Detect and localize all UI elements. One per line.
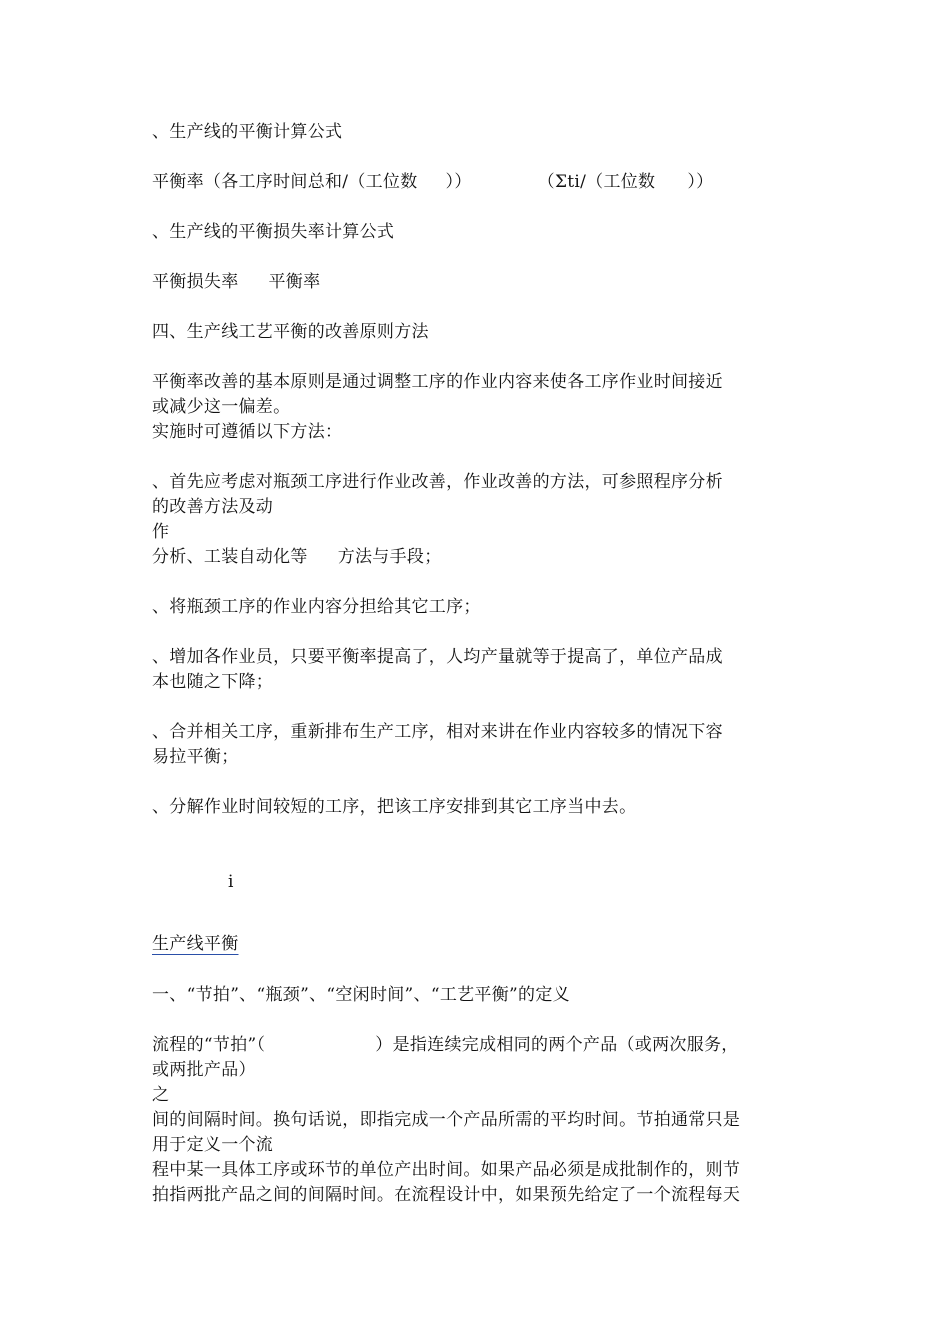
- definition-line-4: 间的间隔时间。换句话说，即指完成一个产品所需的平均时间。节拍通常只是: [152, 1110, 741, 1130]
- heading-loss-formula: 、生产线的平衡损失率计算公式: [152, 222, 395, 242]
- balance-rate-formula-line: [152, 170, 713, 194]
- definition-line-1b: ）是指连续完成相同的两个产品（或两次服务，: [375, 1035, 739, 1055]
- method-1-line-4: [152, 545, 442, 569]
- principle-line-1: 平衡率改善的基本原则是通过调整工序的作业内容来使各工序作业时间接近: [152, 372, 723, 392]
- definition-line-1a: 流程的“节拍”（: [152, 1035, 266, 1055]
- method-1-line-1: 、首先应考虑对瓶颈工序进行作业改善，作业改善的方法，可参照程序分析: [152, 472, 723, 492]
- balance-rate-sigma-formula: （Σti/（工位数: [537, 172, 656, 192]
- heading-balance-formula: 、生产线的平衡计算公式: [152, 122, 343, 142]
- definition-line-5: 用于定义一个流: [152, 1135, 274, 1155]
- method-4-line-2: 易拉平衡；: [152, 747, 239, 767]
- definition-line-7: 拍指两批产品之间的间隔时间。在流程设计中，如果预先给定了一个流程每天: [152, 1185, 741, 1205]
- principle-line-2: 或减少这一偏差。: [152, 397, 291, 417]
- definition-line-6: 程中某一具体工序或环节的单位产出时间。如果产品必须是成批制作的，则节: [152, 1160, 741, 1180]
- heading-section-four: 四、生产线工艺平衡的改善原则方法: [152, 322, 429, 342]
- balance-rate-close: ））: [445, 172, 472, 192]
- stray-char: i: [228, 872, 234, 892]
- method-1-line-3: 作: [152, 522, 170, 542]
- method-1-line-2: 的改善方法及动: [152, 497, 274, 517]
- section-one-heading: 一、“节拍”、“瓶颈”、“空闲时间”、“工艺平衡”的定义: [152, 985, 570, 1005]
- method-3-line-2: 本也随之下降；: [152, 672, 274, 692]
- loss-rate-value: 平衡率: [268, 272, 321, 292]
- balance-rate-sigma-close: ））: [687, 172, 714, 192]
- method-1-line-4a: 分析、工装自动化等: [152, 547, 308, 567]
- definition-line-2: 或两批产品）: [152, 1060, 256, 1080]
- method-2: 、将瓶颈工序的作业内容分担给其它工序；: [152, 597, 481, 617]
- title-link[interactable]: 生产线平衡: [152, 934, 239, 954]
- method-4-line-1: 、合并相关工序，重新排布生产工序，相对来讲在作业内容较多的情况下容: [152, 722, 723, 742]
- balance-rate-label: 平衡率（各工序时间总和/（工位数: [152, 172, 418, 192]
- method-3-line-1: 、增加各作业员，只要平衡率提高了，人均产量就等于提高了，单位产品成: [152, 647, 723, 667]
- method-1-line-4b: 方法与手段；: [337, 547, 442, 567]
- definition-line-3: 之: [152, 1085, 170, 1105]
- loss-rate-line: [152, 270, 320, 294]
- principle-line-3: 实施时可遵循以下方法：: [152, 422, 343, 442]
- method-5: 、分解作业时间较短的工序，把该工序安排到其它工序当中去。: [152, 797, 637, 817]
- loss-rate-label: 平衡损失率: [152, 272, 239, 292]
- definition-line-1: [152, 1033, 739, 1057]
